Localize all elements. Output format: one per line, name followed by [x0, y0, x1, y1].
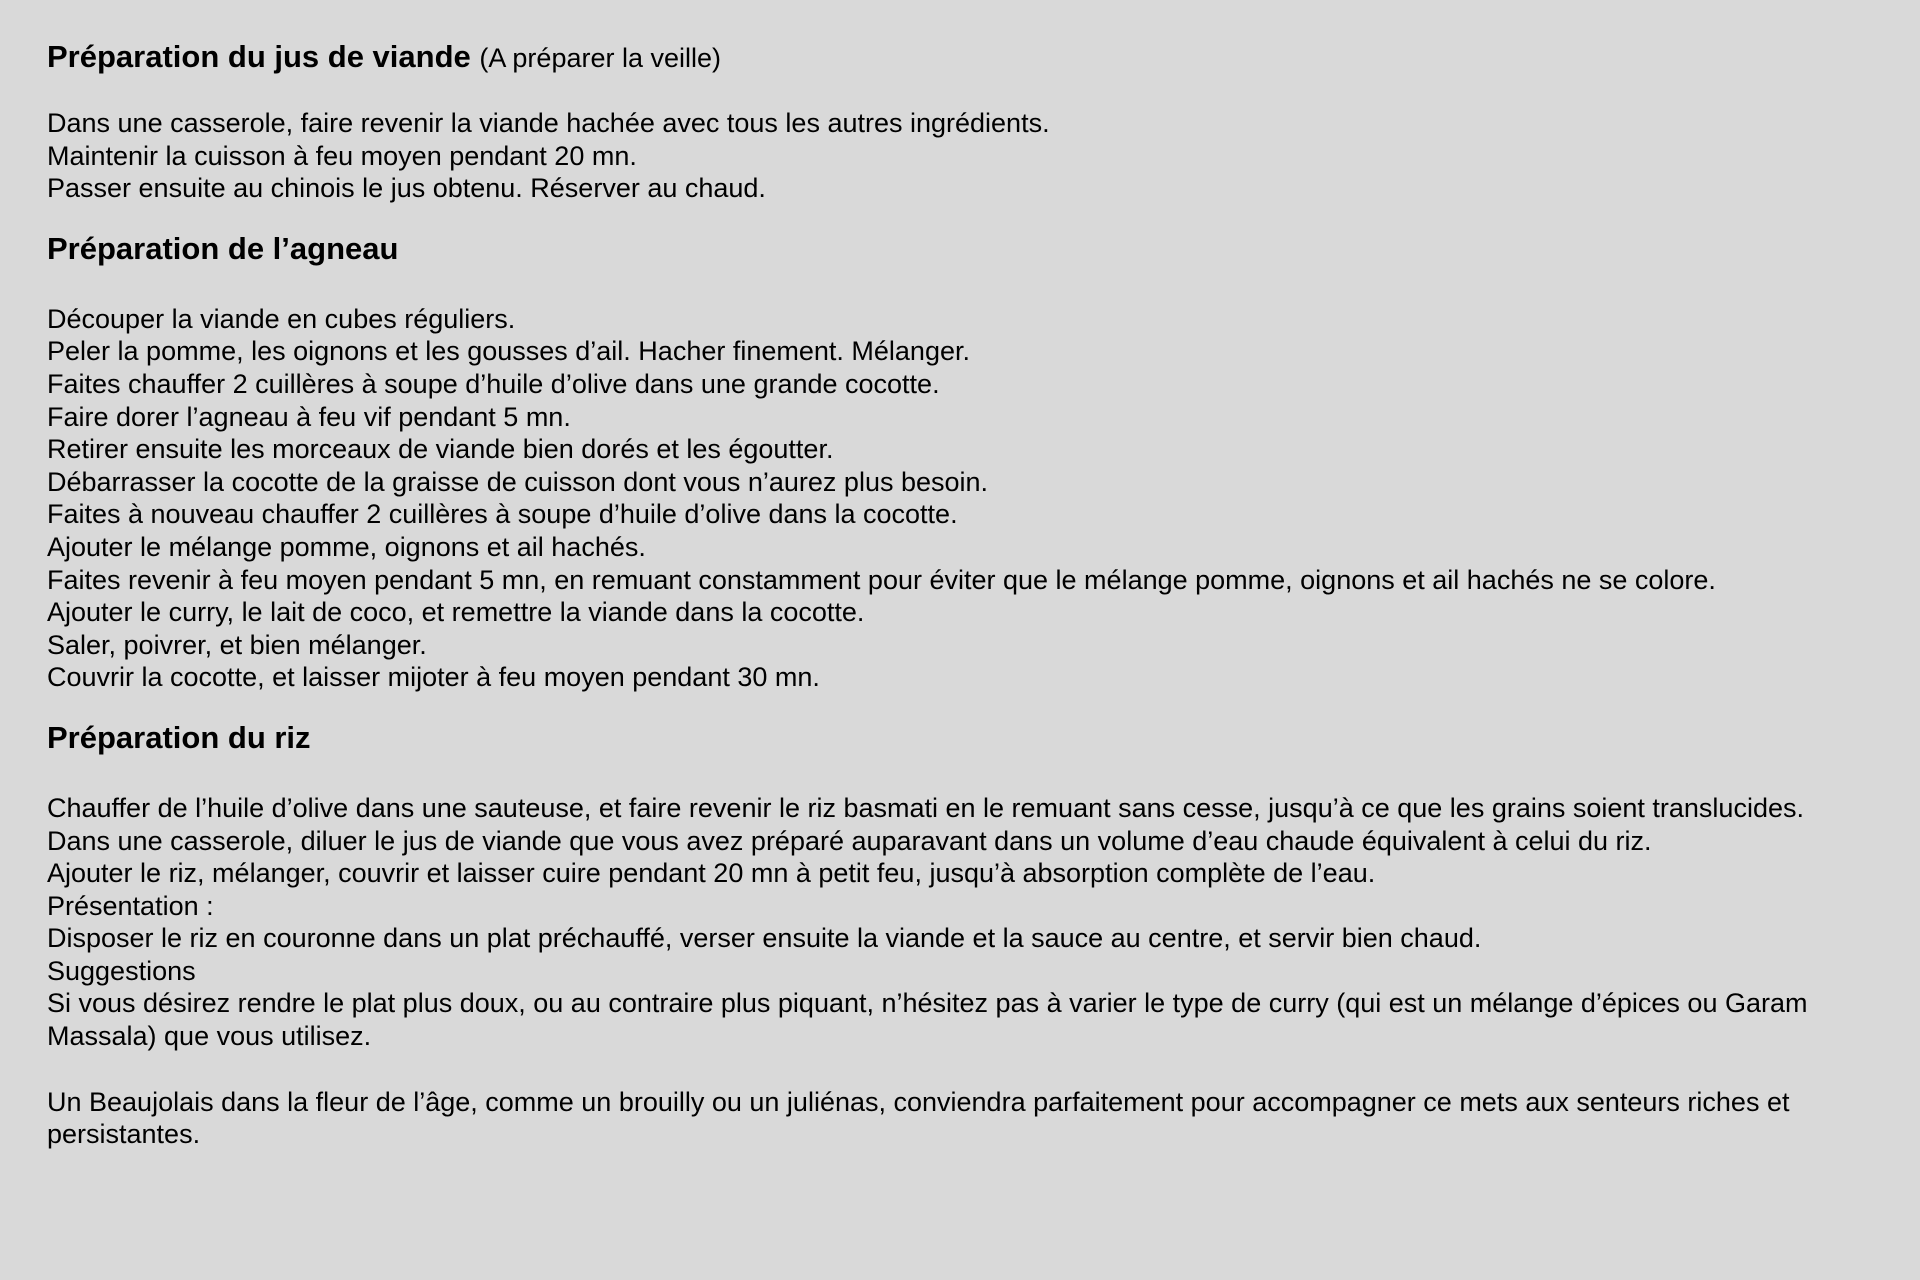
- section-body-jus: [47, 107, 1880, 205]
- section-title: Préparation du jus de viande: [47, 39, 471, 74]
- section-heading-riz: [47, 719, 1880, 757]
- instruction-line: Peler la pomme, les oignons et les gousses d’ail. Hacher finement. Mélanger.: [47, 336, 970, 367]
- instruction-line: Faites revenir à feu moyen pendant 5 mn, en remuant constamment pour éviter que le mélange pomme, oignons et ail hachés ne se colore.: [47, 564, 1716, 595]
- section-title: Préparation du riz: [47, 719, 311, 755]
- section-note: (A préparer la veille): [479, 43, 722, 73]
- instruction-line: Dans une casserole, diluer le jus de viande que vous avez préparé auparavant dans un volume d’eau chaude équivalent à celui du riz.: [47, 825, 1652, 856]
- instruction-line: Passer ensuite au chinois le jus obtenu. Réserver au chaud.: [47, 173, 766, 204]
- section-heading-jus: [47, 38, 1880, 77]
- instruction-line: Ajouter le riz, mélanger, couvrir et laisser cuire pendant 20 mn à petit feu, jusqu’à absorption complète de l’eau.: [47, 858, 1376, 889]
- section-heading-agneau: [47, 230, 1880, 268]
- subheading-presentation: Présentation :: [47, 890, 214, 921]
- instruction-line: Ajouter le curry, le lait de coco, et remettre la viande dans la cocotte.: [47, 597, 865, 628]
- section-title: Préparation de l’agneau: [47, 230, 399, 266]
- instruction-line: Retirer ensuite les morceaux de viande bien dorés et les égoutter.: [47, 434, 834, 465]
- section-body-agneau: [47, 303, 1880, 694]
- section-body-riz: [47, 792, 1880, 1151]
- instruction-line: Maintenir la cuisson à feu moyen pendant 20 mn.: [47, 140, 637, 171]
- instruction-line: Faites chauffer 2 cuillères à soupe d’huile d’olive dans une grande cocotte.: [47, 368, 940, 399]
- instruction-line: Saler, poivrer, et bien mélanger.: [47, 629, 427, 660]
- instruction-line: Débarrasser la cocotte de la graisse de cuisson dont vous n’aurez plus besoin.: [47, 466, 989, 497]
- wine-pairing-note: Un Beaujolais dans la fleur de l’âge, comme un brouilly ou un juliénas, conviendra parfaitement pour accompagner ce mets aux senteurs riches et persistantes.: [47, 1086, 1790, 1150]
- instruction-line: Découper la viande en cubes réguliers.: [47, 303, 516, 334]
- instruction-line: Dans une casserole, faire revenir la viande hachée avec tous les autres ingrédients.: [47, 108, 1050, 138]
- instruction-line: Si vous désirez rendre le plat plus doux, ou au contraire plus piquant, n’hésitez pas à varier le type de curry (qui est un mélange d’épices ou Garam Massala) que vous utilisez.: [47, 988, 1808, 1052]
- subheading-suggestions: Suggestions: [47, 955, 196, 986]
- instruction-line: Faites à nouveau chauffer 2 cuillères à soupe d’huile d’olive dans la cocotte.: [47, 499, 958, 530]
- instruction-line: Ajouter le mélange pomme, oignons et ail hachés.: [47, 531, 646, 562]
- instruction-line: Couvrir la cocotte, et laisser mijoter à feu moyen pendant 30 mn.: [47, 662, 820, 693]
- instruction-line: Faire dorer l’agneau à feu vif pendant 5 mn.: [47, 401, 571, 432]
- instruction-line: Chauffer de l’huile d’olive dans une sauteuse, et faire revenir le riz basmati en le remuant sans cesse, jusqu’à ce que les grains soient translucides.: [47, 792, 1804, 823]
- instruction-line: Disposer le riz en couronne dans un plat préchauffé, verser ensuite la viande et la sauce au centre, et servir bien chaud.: [47, 923, 1482, 954]
